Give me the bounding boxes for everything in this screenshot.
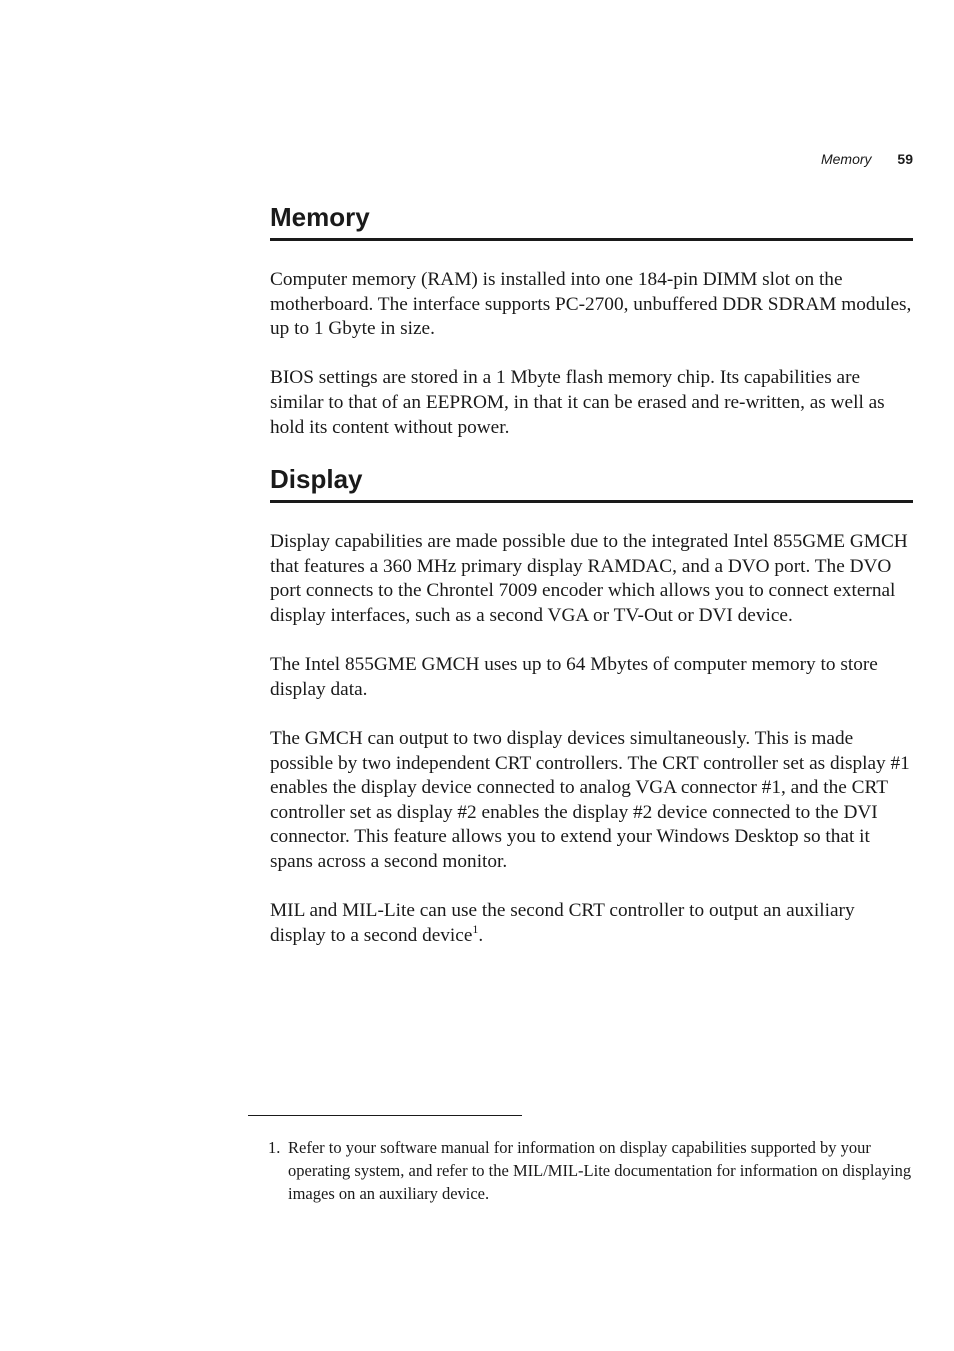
footnote-separator: [248, 1115, 522, 1116]
display-paragraph-1: Display capabilities are made possible due to the integrated Intel 855GME GMCH that features a 360 MHz primary display RAMDAC, and a DVO port. The DVO port connects to the Chrontel 7009 encoder which allows you to connect external display interfaces, such as a second VGA or TV-Out or DVI device.: [270, 531, 908, 626]
page-number: 59: [897, 151, 913, 167]
footnote-text: Refer to your software manual for information on display capabilities supported by your operating system, and refer to the MIL/MIL-Lite documentation for information on displaying images on an auxiliary device.: [288, 1138, 912, 1203]
display-paragraph-2: The Intel 855GME GMCH uses up to 64 Mbytes of computer memory to store display data.: [270, 654, 878, 700]
display-paragraph-3: The GMCH can output to two display devices simultaneously. This is made possible by two independent CRT controllers. The CRT controller set as display #1 enables the display device connected to analog VGA connector #1, and the CRT controller set as display #2 enables the display #2 device connected to the DVI connector. This feature allows you to extend your Windows Desktop so that it spans across a second monitor.: [270, 727, 910, 872]
memory-paragraph-2: BIOS settings are stored in a 1 Mbyte flash memory chip. Its capabilities are similar to that of an EEPROM, in that it can be erased and re-written, as well as hold its content without power.: [270, 367, 885, 438]
page-content: [270, 200, 913, 948]
footnote-reference[interactable]: 1: [472, 921, 479, 936]
display-paragraph-4: [270, 899, 913, 948]
running-head-section: Memory: [820, 151, 872, 167]
display-paragraph-4-text: MIL and MIL-Lite can use the second CRT controller to output an auxiliary display to a second device: [270, 900, 855, 946]
running-head: [821, 151, 913, 167]
memory-paragraph-1: Computer memory (RAM) is installed into one 184-pin DIMM slot on the motherboard. The interface supports PC-2700, unbuffered DDR SDRAM modules, up to 1 Gbyte in size.: [270, 269, 912, 340]
footnote: [268, 1136, 928, 1205]
memory-heading: Memory: [270, 200, 913, 241]
display-heading: Display: [270, 462, 913, 503]
footnote-number: 1.: [268, 1138, 281, 1157]
display-paragraph-4-end: .: [478, 924, 484, 946]
